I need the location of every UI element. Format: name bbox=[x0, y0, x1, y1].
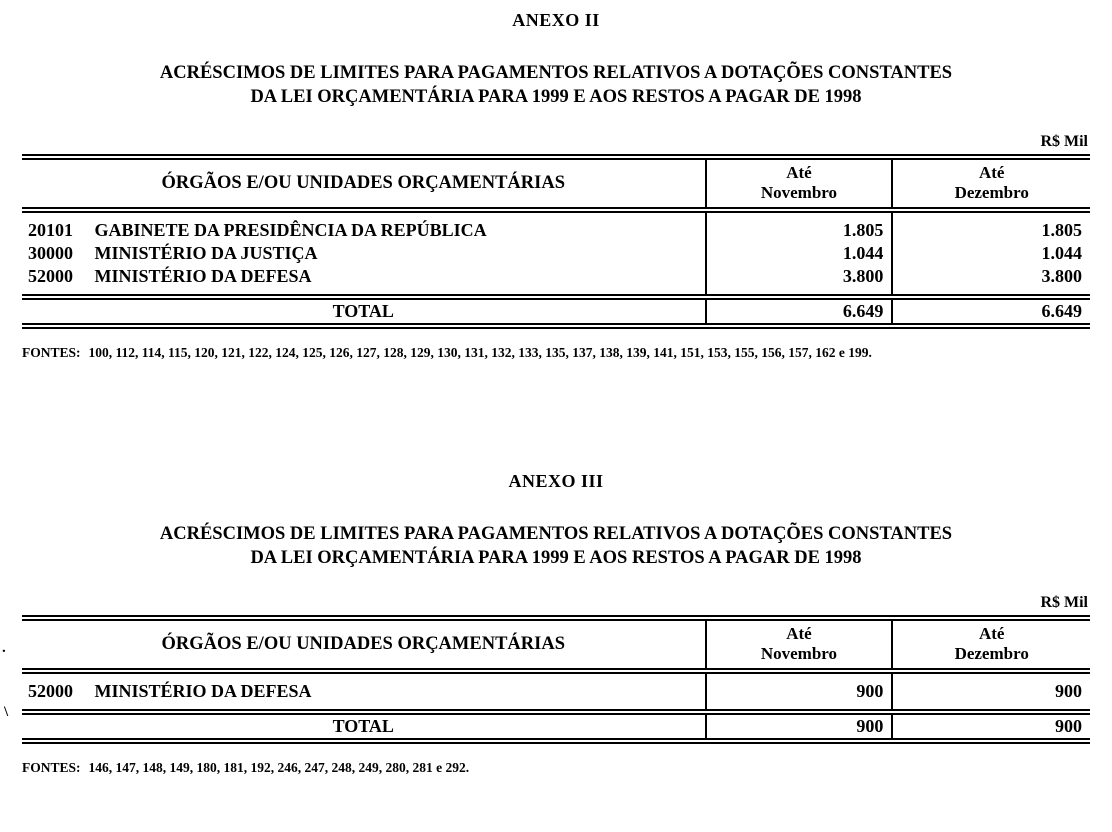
total-row bbox=[22, 297, 1090, 326]
table-row bbox=[22, 265, 1090, 297]
org-cell bbox=[22, 265, 706, 297]
header-line: Novembro bbox=[760, 183, 838, 203]
table-row bbox=[22, 210, 1090, 242]
value-ate-dezembro: 1.044 bbox=[892, 242, 1090, 265]
org-name: MINISTÉRIO DA DEFESA bbox=[94, 265, 312, 286]
org-cell bbox=[22, 210, 706, 242]
anexo-ii-title bbox=[22, 61, 1090, 109]
value-ate-dezembro: 900 bbox=[892, 671, 1090, 712]
org-cell bbox=[22, 242, 706, 265]
value-ate-novembro: 1.805 bbox=[706, 210, 893, 242]
anexo-ii-heading: ANEXO II bbox=[512, 10, 600, 30]
total-ate-dezembro: 6.649 bbox=[892, 297, 1090, 326]
header-line: Novembro bbox=[760, 644, 838, 664]
table-row bbox=[22, 242, 1090, 265]
anexo-iii-fontes bbox=[22, 760, 1090, 776]
header-line: Dezembro bbox=[954, 644, 1029, 664]
value-ate-dezembro: 1.805 bbox=[892, 210, 1090, 242]
org-name: MINISTÉRIO DA DEFESA bbox=[94, 680, 312, 701]
org-name: MINISTÉRIO DA JUSTIÇA bbox=[94, 242, 318, 263]
anexo-ii-currency-label: R$ Mil bbox=[1040, 133, 1088, 151]
fontes-label: FONTES: bbox=[22, 759, 81, 775]
org-code: 52000 bbox=[28, 265, 73, 286]
org-code: 52000 bbox=[28, 680, 73, 701]
org-column-header: ÓRGÃOS E/OU UNIDADES ORÇAMENTÁRIAS bbox=[22, 618, 706, 671]
table-row bbox=[22, 671, 1090, 712]
value-ate-novembro: 3.800 bbox=[706, 265, 893, 297]
value-ate-novembro: 1.044 bbox=[706, 242, 893, 265]
fontes-text: 100, 112, 114, 115, 120, 121, 122, 124, 125, 126, 127, 128, 129, 130, 131, 132, 133, 135, 137, 138, 139, 141, 151, 153, 155, 156, 157, 162 e 199. bbox=[88, 344, 872, 360]
fontes-label: FONTES: bbox=[22, 344, 81, 360]
header-line: Até bbox=[786, 623, 812, 643]
anexo-ii-section bbox=[22, 10, 1090, 361]
anexo-iii-title-line1: ACRÉSCIMOS DE LIMITES PARA PAGAMENTOS RELATIVOS A DOTAÇÕES CONSTANTES bbox=[159, 523, 953, 544]
total-label: TOTAL bbox=[22, 712, 706, 741]
ate-dezembro-column-header bbox=[892, 157, 1090, 210]
org-column-header: ÓRGÃOS E/OU UNIDADES ORÇAMENTÁRIAS bbox=[22, 157, 706, 210]
ate-novembro-column-header bbox=[706, 618, 893, 671]
org-name: GABINETE DA PRESIDÊNCIA DA REPÚBLICA bbox=[94, 219, 487, 240]
anexo-iii-currency-label: R$ Mil bbox=[1040, 593, 1088, 611]
ate-dezembro-column-header bbox=[892, 618, 1090, 671]
total-ate-novembro: 6.649 bbox=[706, 297, 893, 326]
scan-artifact-dot: . bbox=[2, 640, 6, 656]
total-ate-dezembro: 900 bbox=[892, 712, 1090, 741]
header-line: Até bbox=[978, 163, 1005, 183]
anexo-ii-title-line2: DA LEI ORÇAMENTÁRIA PARA 1999 E AOS RESTOS A PAGAR DE 1998 bbox=[250, 87, 862, 108]
anexo-iii-header-row bbox=[22, 618, 1090, 671]
anexo-iii-section bbox=[22, 471, 1090, 776]
org-code: 30000 bbox=[28, 242, 73, 263]
header-line: Até bbox=[786, 163, 812, 183]
anexo-iii-title-line2: DA LEI ORÇAMENTÁRIA PARA 1999 E AOS RESTOS A PAGAR DE 1998 bbox=[250, 547, 862, 568]
anexo-ii-title-line1: ACRÉSCIMOS DE LIMITES PARA PAGAMENTOS RELATIVOS A DOTAÇÕES CONSTANTES bbox=[159, 63, 953, 83]
value-ate-novembro: 900 bbox=[706, 671, 893, 712]
org-cell bbox=[22, 671, 706, 712]
scan-artifact-slash: \ bbox=[4, 704, 9, 720]
header-line: Dezembro bbox=[954, 183, 1029, 203]
fontes-text: 146, 147, 148, 149, 180, 181, 192, 246, 247, 248, 249, 280, 281 e 292. bbox=[88, 759, 470, 775]
anexo-ii-fontes bbox=[22, 345, 1090, 361]
anexo-iii-heading: ANEXO III bbox=[508, 470, 604, 491]
total-ate-novembro: 900 bbox=[706, 712, 893, 741]
value-ate-dezembro: 3.800 bbox=[892, 265, 1090, 297]
org-code: 20101 bbox=[28, 219, 73, 240]
anexo-ii-table bbox=[22, 154, 1090, 329]
anexo-iii-title bbox=[22, 522, 1090, 570]
total-label: TOTAL bbox=[22, 297, 706, 326]
anexo-ii-header-row bbox=[22, 157, 1090, 210]
header-line: Até bbox=[978, 623, 1005, 643]
ate-novembro-column-header bbox=[706, 157, 893, 210]
total-row bbox=[22, 712, 1090, 741]
anexo-iii-table bbox=[22, 615, 1090, 744]
